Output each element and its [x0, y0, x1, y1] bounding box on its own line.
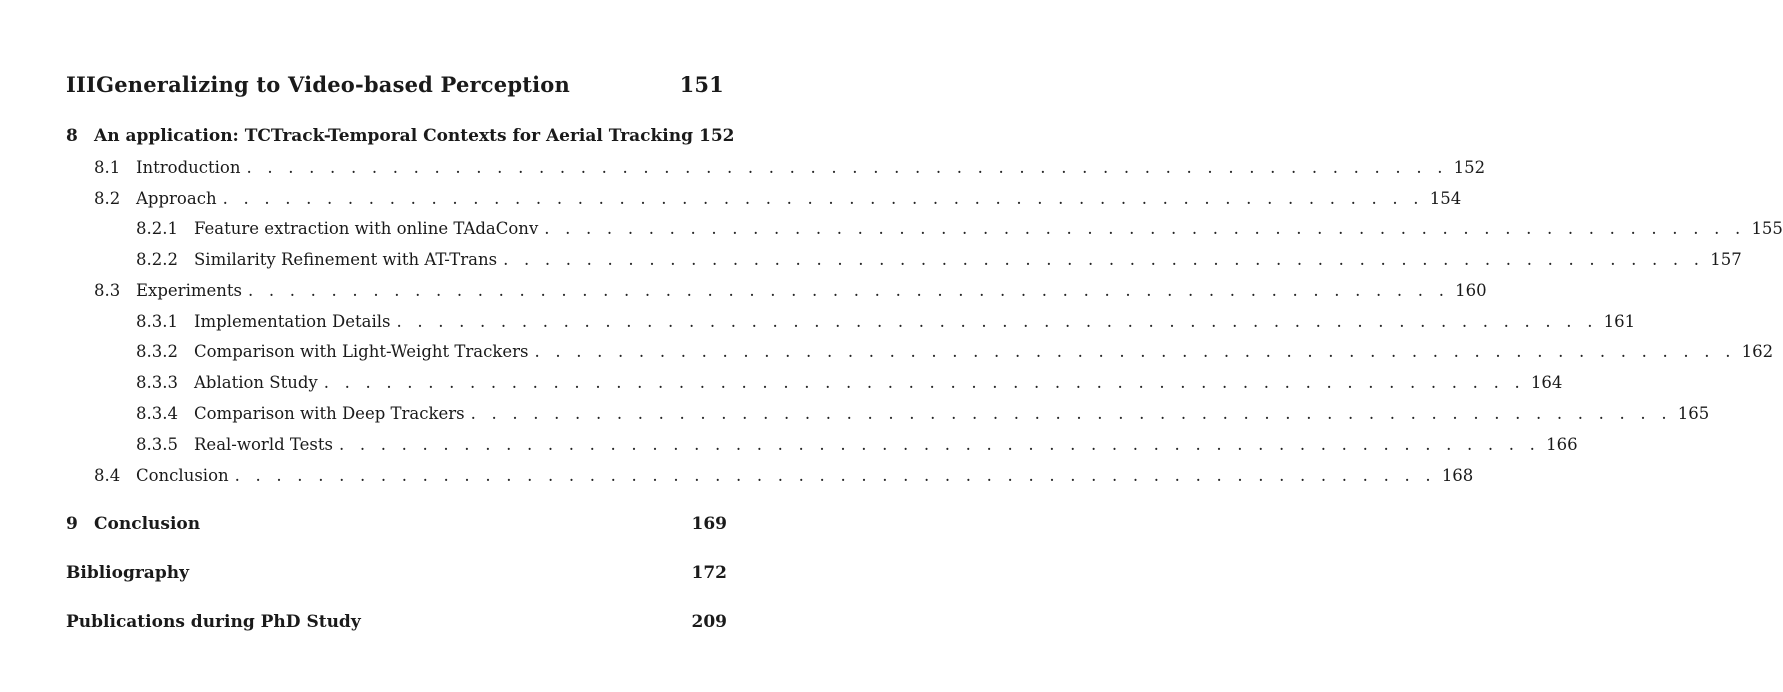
part-label: III	[66, 72, 97, 97]
toc-subsection-8-3-5[interactable]	[136, 435, 1578, 454]
part-heading	[66, 72, 724, 97]
bibliography-page: 172	[691, 563, 727, 583]
subsection-number: 8.3.4	[136, 404, 178, 423]
part-title: Generalizing to Video-based Perception	[96, 72, 570, 97]
dot-leader: . . . . . . . . . . . . . . . . . . . . . . . . . . . . . . . . . . . . . . . . . . . . . . . . . . . . . . . . . .	[470, 404, 1672, 423]
section-page: 160	[1455, 281, 1487, 300]
chapter-page: 169	[691, 514, 727, 534]
dot-leader: . . . . . . . . . . . . . . . . . . . . . . . . . . . . . . . . . . . . . . . . . . . . . . . . . . . . . . . . . .	[234, 466, 1436, 485]
bibliography-title: Bibliography	[66, 563, 189, 583]
subsection-title: Similarity Refinement with AT-Trans	[194, 250, 498, 269]
toc-subsection-8-2-1[interactable]	[136, 219, 1783, 238]
section-number: 8.4	[94, 466, 121, 485]
toc-subsection-8-3-4[interactable]	[136, 404, 1710, 423]
toc-subsection-8-2-2[interactable]	[136, 250, 1742, 269]
section-title: Conclusion	[136, 466, 229, 485]
dot-leader: . . . . . . . . . . . . . . . . . . . . . . . . . . . . . . . . . . . . . . . . . . . . . . . . . . . . . . . . . .	[323, 373, 1525, 392]
toc-chapter-9[interactable]	[66, 514, 727, 534]
dot-leader: . . . . . . . . . . . . . . . . . . . . . . . . . . . . . . . . . . . . . . . . . . . . . . . . . . . . . . . . . .	[247, 281, 1450, 300]
dot-leader: . . . . . . . . . . . . . . . . . . . . . . . . . . . . . . . . . . . . . . . . . . . . . . . . . . . . . . . . . .	[534, 342, 1736, 361]
dot-leader: . . . . . . . . . . . . . . . . . . . . . . . . . . . . . . . . . . . . . . . . . . . . . . . . . . . . . . . . . .	[338, 435, 1541, 454]
subsection-number: 8.3.1	[136, 312, 178, 331]
publications-title: Publications during PhD Study	[66, 612, 361, 632]
toc-bibliography[interactable]	[66, 563, 727, 583]
publications-page: 209	[691, 612, 727, 632]
toc-subsection-8-3-2[interactable]	[136, 342, 1774, 361]
dot-leader: . . . . . . . . . . . . . . . . . . . . . . . . . . . . . . . . . . . . . . . . . . . . . . . . . . . . . . . . . .	[503, 250, 1705, 269]
subsection-page: 157	[1710, 250, 1742, 269]
chapter-title: An application: TCTrack-Temporal Contexts for Aerial Tracking	[94, 126, 694, 146]
subsection-title: Comparison with Light-Weight Trackers	[194, 342, 529, 361]
dot-leader: . . . . . . . . . . . . . . . . . . . . . . . . . . . . . . . . . . . . . . . . . . . . . . . . . . . . . . . . . .	[396, 312, 1598, 331]
dot-leader: . . . . . . . . . . . . . . . . . . . . . . . . . . . . . . . . . . . . . . . . . . . . . . . . . . . . . . . . . .	[222, 189, 1424, 208]
chapter-title: Conclusion	[94, 514, 201, 534]
section-number: 8.3	[94, 281, 121, 300]
subsection-page: 162	[1741, 342, 1774, 361]
chapter-number: 9	[66, 514, 78, 534]
chapter-number: 8	[66, 126, 78, 146]
section-page: 154	[1429, 189, 1462, 208]
toc-subsection-8-3-3[interactable]	[136, 373, 1563, 392]
toc-section-8-2[interactable]	[94, 189, 1462, 208]
subsection-page: 165	[1677, 404, 1710, 423]
subsection-page: 161	[1603, 312, 1636, 331]
section-title: Approach	[136, 189, 217, 208]
section-title: Experiments	[136, 281, 242, 300]
subsection-title: Real-world Tests	[194, 435, 333, 454]
part-heading-text	[66, 72, 570, 97]
subsection-number: 8.3.5	[136, 435, 178, 454]
subsection-number: 8.2.1	[136, 219, 178, 238]
subsection-page: 166	[1546, 435, 1578, 454]
section-number: 8.1	[94, 158, 121, 177]
section-title: Introduction	[136, 158, 241, 177]
section-number: 8.2	[94, 189, 121, 208]
chapter-page: 152	[699, 126, 735, 146]
subsection-page: 164	[1530, 373, 1563, 392]
subsection-number: 8.3.3	[136, 373, 178, 392]
toc-publications[interactable]	[66, 612, 727, 632]
section-page: 168	[1441, 466, 1474, 485]
toc-chapter-8[interactable]	[66, 126, 735, 146]
subsection-page: 155	[1751, 219, 1783, 238]
subsection-title: Comparison with Deep Trackers	[194, 404, 465, 423]
toc-section-8-4[interactable]	[94, 466, 1474, 485]
subsection-title: Ablation Study	[194, 373, 318, 392]
part-page: 151	[679, 72, 724, 97]
toc-section-8-3[interactable]	[94, 281, 1487, 300]
dot-leader: . . . . . . . . . . . . . . . . . . . . . . . . . . . . . . . . . . . . . . . . . . . . . . . . . . . . . . . . . .	[544, 219, 1746, 238]
subsection-title: Implementation Details	[194, 312, 391, 331]
subsection-number: 8.2.2	[136, 250, 178, 269]
subsection-number: 8.3.2	[136, 342, 178, 361]
subsection-title: Feature extraction with online TAdaConv	[194, 219, 539, 238]
toc-subsection-8-3-1[interactable]	[136, 312, 1636, 331]
toc-section-8-1[interactable]	[94, 158, 1486, 177]
dot-leader: . . . . . . . . . . . . . . . . . . . . . . . . . . . . . . . . . . . . . . . . . . . . . . . . . . . . . . . . . .	[246, 158, 1448, 177]
section-page: 152	[1453, 158, 1486, 177]
